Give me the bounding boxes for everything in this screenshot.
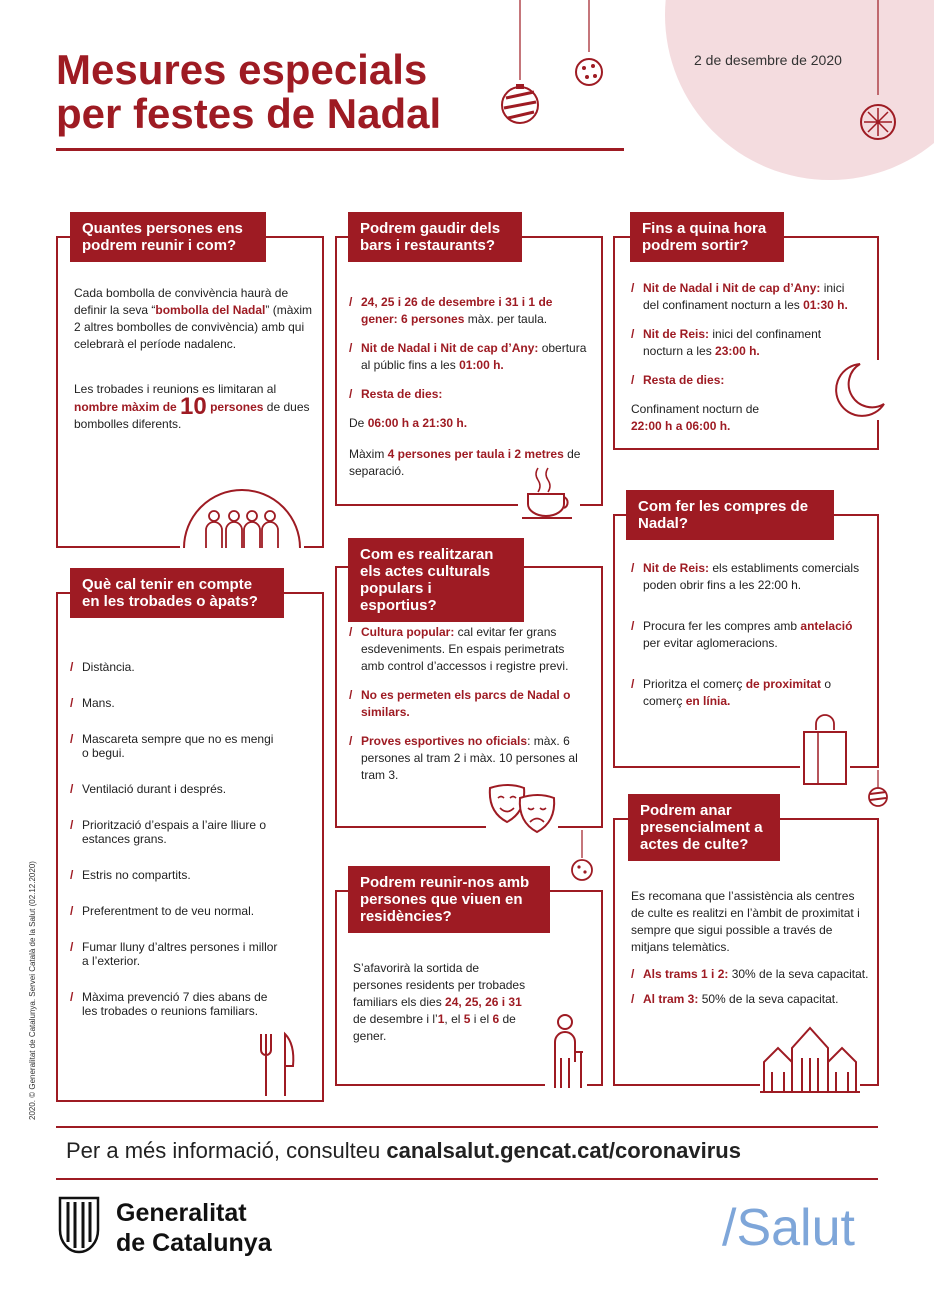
publication-date: 2 de desembre de 2020 bbox=[694, 52, 842, 68]
section-culte-title: Podrem anar presencialment a actes de culte? bbox=[628, 794, 780, 861]
coat-of-arms-icon bbox=[56, 1196, 102, 1254]
section-residencies-title: Podrem reunir-nos amb persones que viuen en residències? bbox=[348, 866, 550, 933]
more-info-text: Per a més informació, consulteu canalsalut.gencat.cat/coronavirus bbox=[66, 1138, 741, 1163]
section-residencies-text: S’afavorirà la sortida de persones residents per trobades familiars els dies 24, 25, 26 i 31 de desembre i l’1, el 5 i el 6 de gener. bbox=[353, 961, 526, 1043]
ornament-icon bbox=[573, 0, 605, 90]
salut-logo: /Salut bbox=[722, 1199, 855, 1257]
section-cultura-text: / Cultura popular: cal evitar fer grans esdeveniments. En espais perimetrats amb control d’accessos i registre previ. / No es permeten els parcs de Nadal o similars. / Proves esportives no oficials: màx. 6 persones al tram 2 i màx. 10 persones al tram 3. bbox=[349, 624, 585, 796]
section-compres-text: / Nit de Reis: els establiments comercials poden obrir fins a les 22:00 h. / Procura fer les compres amb antelació per evitar aglomeracions. / Prioritza el comerç de proximitat o comerç en línia. bbox=[631, 560, 867, 722]
ornament-icon bbox=[500, 0, 540, 130]
people-icon bbox=[180, 490, 304, 550]
list-item: / Mans. bbox=[70, 696, 282, 710]
section-culte-text: Es recomana que l’assistència als centres de culte es realitzi en l’àmbit de proximitat i sempre que sigui possible a través de mitjans telemàtics. / Als trams 1 i 2: 30% de la seva capacitat. / Al tram 3: 50% de la seva capacitat. bbox=[631, 888, 871, 1020]
section-apats-title: Què cal tenir en compte en les trobades o àpats? bbox=[70, 568, 284, 618]
church-icon bbox=[760, 1018, 860, 1094]
elderly-person-icon bbox=[545, 1012, 587, 1092]
coffee-cup-icon bbox=[518, 466, 580, 522]
copyright-note: 2020. © Generalitat de Catalunya. Servei Català de la Salut (02.12.2020) bbox=[28, 861, 37, 1120]
page-title: Mesures especials per festes de Nadal bbox=[56, 46, 442, 137]
cutlery-icon bbox=[255, 1030, 299, 1100]
generalitat-logo-text: Generalitat de Catalunya bbox=[116, 1199, 272, 1257]
ornament-icon bbox=[570, 830, 594, 890]
theatre-masks-icon bbox=[486, 780, 558, 844]
section-persones-text: Cada bombolla de convivència haurà de definir la seva “bombolla del Nadal” (màxim 2 altres bombolles de convivència) amb qui celebrarà el període nadalenc. Les trobades i reunions es limitaran al nombre màxim de 10 persones de dues bombolles diferents. bbox=[74, 286, 313, 431]
ornament-icon bbox=[866, 770, 890, 810]
moon-icon bbox=[832, 360, 888, 420]
shopping-bag-icon bbox=[800, 714, 850, 786]
list-item: / Preferentment to de veu normal. bbox=[70, 904, 282, 918]
ornament-icon bbox=[858, 0, 898, 145]
section-compres-title: Com fer les compres de Nadal? bbox=[626, 490, 834, 540]
title-divider bbox=[56, 148, 624, 151]
footer-bottom-divider bbox=[56, 1178, 878, 1180]
list-item: / Priorització d’espais a l’aire lliure o estances grans. bbox=[70, 818, 282, 846]
section-bars-title: Podrem gaudir dels bars i restaurants? bbox=[348, 212, 522, 262]
list-item: / Estris no compartits. bbox=[70, 868, 282, 882]
list-item: / Ventilació durant i després. bbox=[70, 782, 282, 796]
footer-top-divider bbox=[56, 1126, 878, 1128]
section-persones-title: Quantes persones ens podrem reunir i com? bbox=[70, 212, 266, 262]
section-bars-text: / 24, 25 i 26 de desembre i 31 i 1 de gener: 6 persones màx. per taula. / Nit de Nadal i Nit de cap d’Any: obertura al públic fins a les 01:00 h. / Resta de dies: De 06:00 h a 21:30 h. Màxim 4 persones per taula i 2 metres de separació. bbox=[349, 294, 589, 494]
list-item: / Mascareta sempre que no es mengi o begui. bbox=[70, 732, 282, 760]
section-hora-title: Fins a quina hora podrem sortir? bbox=[630, 212, 784, 262]
section-cultura-title: Com es realitzaran els actes culturals populars i esportius? bbox=[348, 538, 524, 622]
section-apats-list bbox=[70, 660, 282, 1040]
list-item: / Màxima prevenció 7 dies abans de les trobades o reunions familiars. bbox=[70, 990, 282, 1018]
section-hora-text: / Nit de Nadal i Nit de cap d’Any: inici del confinament nocturn a les 01:30 h. / Nit de Reis: inici del confinament nocturn a les 23:00 h. / Resta de dies: Confinament nocturn de 22:00 h a 06:00 h. bbox=[631, 280, 863, 449]
list-item: / Fumar lluny d’altres persones i millor a l’exterior. bbox=[70, 940, 282, 968]
more-info-link[interactable]: canalsalut.gencat.cat/coronavirus bbox=[386, 1138, 741, 1163]
list-item: / Distància. bbox=[70, 660, 282, 674]
